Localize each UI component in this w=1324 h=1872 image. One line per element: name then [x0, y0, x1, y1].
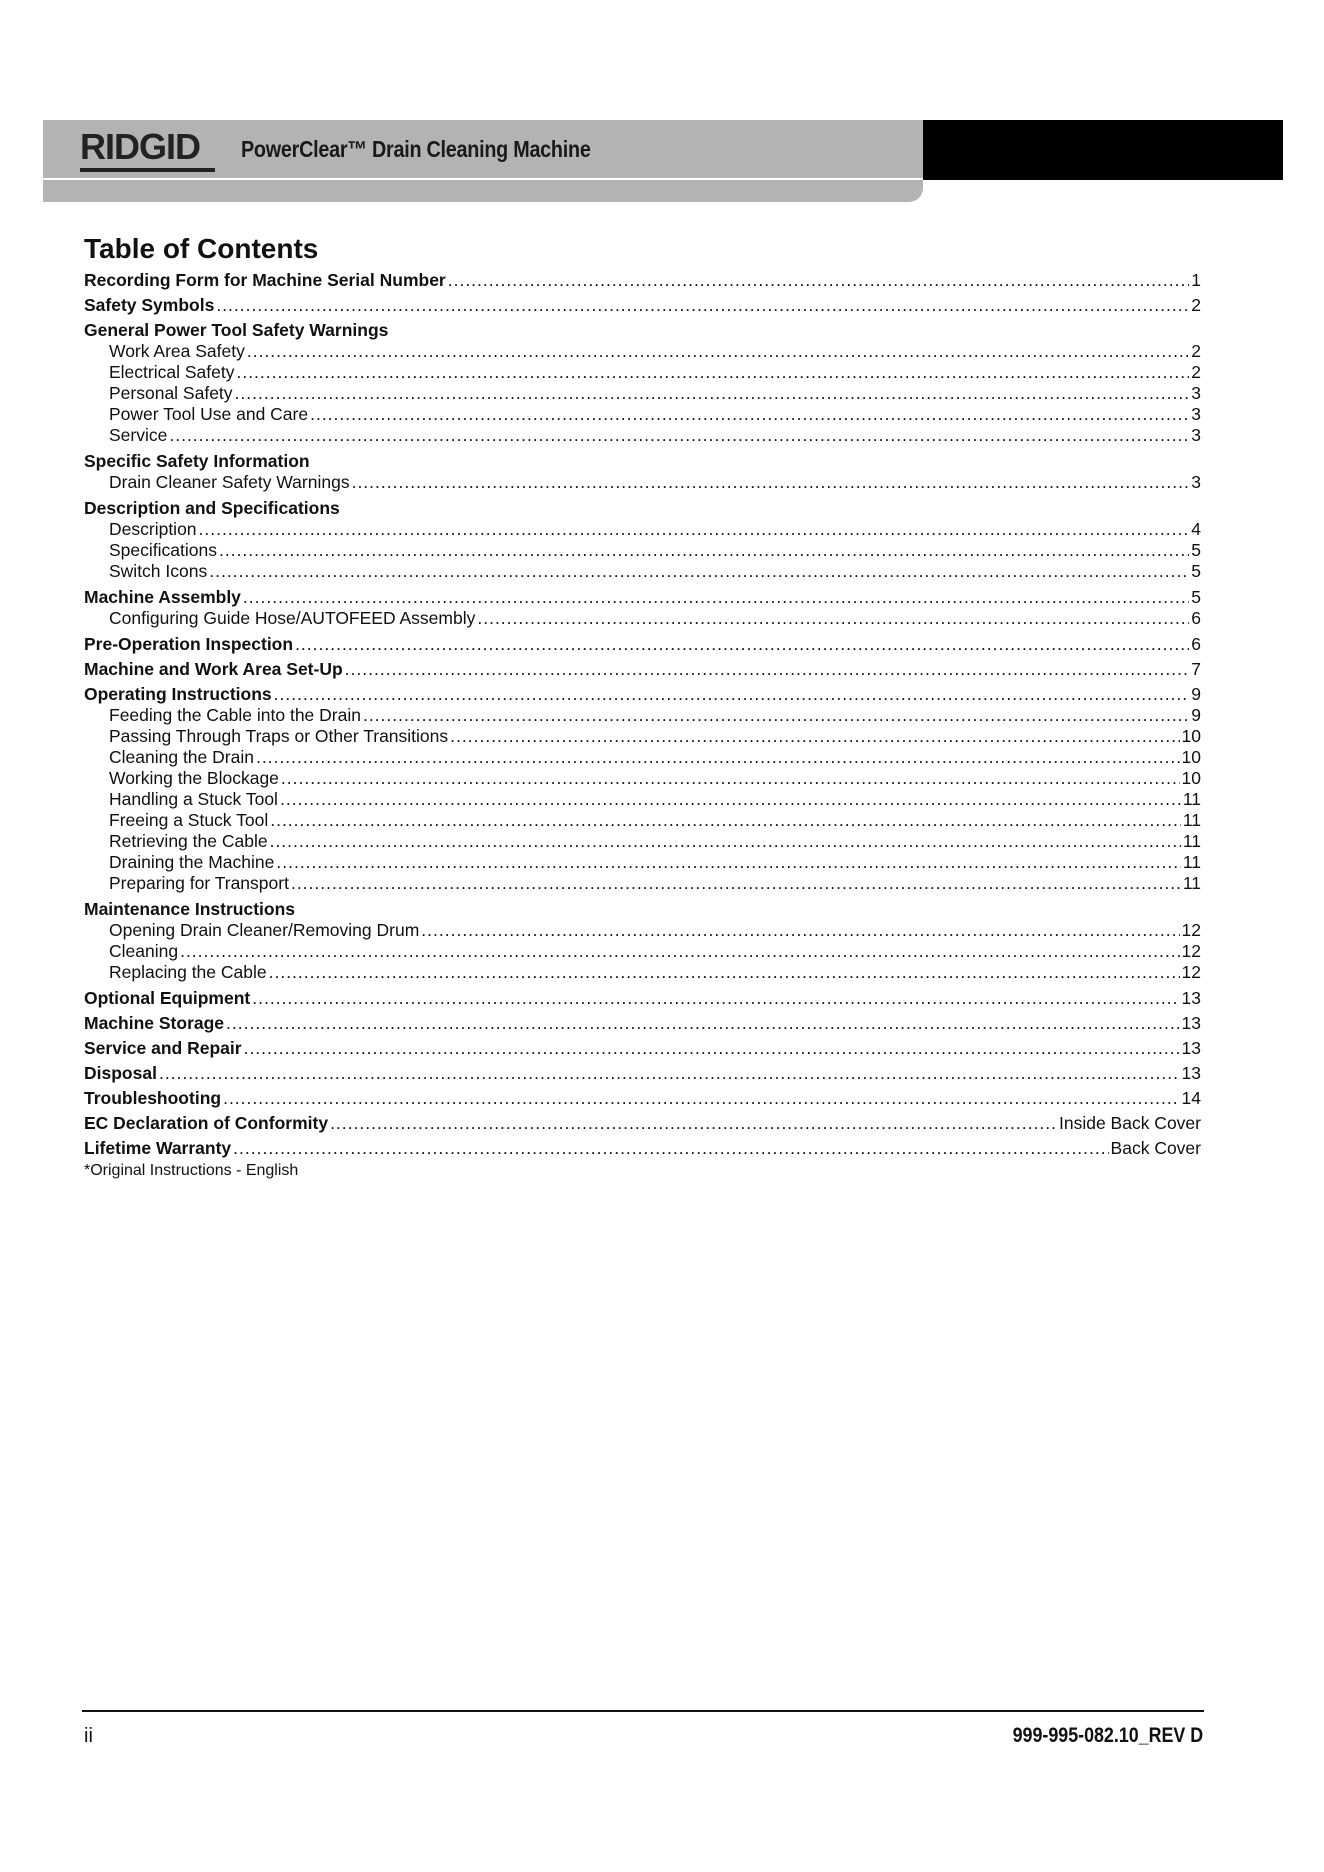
- toc-section-entry: [84, 320, 1201, 341]
- toc-entry-label: Description: [109, 519, 197, 539]
- toc-subsection-entry: [84, 726, 1201, 747]
- toc-subsection-entry: [84, 941, 1201, 962]
- toc-entry-page: 12: [1181, 941, 1201, 961]
- toc-entry-page: 11: [1182, 852, 1201, 872]
- toc-entry-label: Personal Safety: [109, 383, 233, 403]
- toc-section-entry: [84, 270, 1201, 291]
- toc-entry-page: 3: [1191, 404, 1201, 424]
- toc-entry-label: General Power Tool Safety Warnings: [84, 320, 389, 340]
- toc-subsection-entry: [84, 831, 1201, 852]
- toc-leader-dots: [223, 1088, 1179, 1109]
- toc-leader-dots: [274, 684, 1190, 705]
- toc-section-entry: [84, 1038, 1201, 1059]
- toc-entry-label: Disposal: [84, 1063, 157, 1083]
- toc-leader-dots: [450, 726, 1179, 747]
- toc-entry-page: 10: [1181, 747, 1201, 767]
- footer-rule: [82, 1710, 1204, 1712]
- toc-leader-dots: [448, 270, 1190, 291]
- toc-leader-dots: [236, 362, 1189, 383]
- toc-entry-page: 5: [1191, 540, 1201, 560]
- toc-leader-dots: [330, 1113, 1057, 1134]
- toc-entry-label: Machine and Work Area Set-Up: [84, 659, 343, 679]
- toc-entry-label: Machine Assembly: [84, 587, 241, 607]
- toc-entry-label: Lifetime Warranty: [84, 1138, 232, 1158]
- toc-entry-label: Troubleshooting: [84, 1088, 222, 1108]
- toc-subsection-entry: [84, 362, 1201, 383]
- toc-subsection-entry: [84, 873, 1201, 894]
- toc-entry-label: Feeding the Cable into the Drain: [109, 705, 361, 725]
- toc-entry-page: 6: [1191, 608, 1201, 628]
- toc-section-entry: [84, 1088, 1201, 1109]
- toc-entry-page: 7: [1191, 659, 1201, 679]
- toc-entry-page: 11: [1182, 873, 1201, 893]
- original-instructions-note: *Original Instructions - English: [84, 1162, 299, 1179]
- toc-subsection-entry: [84, 810, 1201, 831]
- toc-entry-label: Service and Repair: [84, 1038, 242, 1058]
- toc-entry-page: 12: [1181, 962, 1201, 982]
- toc-leader-dots: [243, 587, 1189, 608]
- toc-entry-label: Pre-Operation Inspection: [84, 634, 294, 654]
- toc-leader-dots: [276, 852, 1180, 873]
- toc-entry-label: Retrieving the Cable: [109, 831, 268, 851]
- toc-leader-dots: [252, 988, 1179, 1009]
- toc-leader-dots: [352, 472, 1190, 493]
- toc-section-entry: [84, 1113, 1201, 1134]
- toc-section-entry: [84, 295, 1201, 316]
- toc-subsection-entry: [84, 540, 1201, 561]
- toc-leader-dots: [421, 920, 1179, 941]
- toc-leader-dots: [219, 540, 1189, 561]
- toc-entry-label: Description and Specifications: [84, 498, 340, 518]
- toc-entry-label: EC Declaration of Conformity: [84, 1113, 329, 1133]
- ridgid-logo: RIDGID: [80, 126, 200, 167]
- toc-entry-label: Drain Cleaner Safety Warnings: [109, 472, 350, 492]
- toc-entry-label: Safety Symbols: [84, 295, 215, 315]
- toc-entry-page: 11: [1182, 831, 1201, 851]
- toc-entry-label: Draining the Machine: [109, 852, 275, 872]
- toc-entry-page: 9: [1191, 705, 1201, 725]
- toc-entry-label: Optional Equipment: [84, 988, 251, 1008]
- toc-entry-page: 2: [1191, 341, 1201, 361]
- toc-entry-label: Passing Through Traps or Other Transitions: [109, 726, 449, 746]
- toc-entry-page: 13: [1181, 1013, 1201, 1033]
- toc-subsection-entry: [84, 425, 1201, 446]
- toc-leader-dots: [291, 873, 1181, 894]
- toc-leader-dots: [269, 962, 1180, 983]
- toc-leader-dots: [310, 404, 1189, 425]
- toc-leader-dots: [363, 705, 1189, 726]
- toc-section-entry: [84, 498, 1201, 519]
- toc-section-entry: [84, 899, 1201, 920]
- toc-leader-dots: [244, 1038, 1180, 1059]
- toc-entry-label: Replacing the Cable: [109, 962, 267, 982]
- toc-entry-label: Maintenance Instructions: [84, 899, 296, 919]
- toc-title: Table of Contents: [84, 233, 319, 264]
- toc-leader-dots: [180, 941, 1179, 962]
- toc-subsection-entry: [84, 561, 1201, 582]
- toc-entry-page: 5: [1191, 587, 1201, 607]
- toc-section-entry: [84, 684, 1201, 705]
- toc-leader-dots: [270, 831, 1181, 852]
- toc-entry-page: 2: [1191, 362, 1201, 382]
- toc-subsection-entry: [84, 852, 1201, 873]
- toc-leader-dots: [280, 789, 1181, 810]
- toc-entry-page: 10: [1181, 726, 1201, 746]
- toc-entry-label: Freeing a Stuck Tool: [109, 810, 269, 830]
- toc-leader-dots: [345, 659, 1190, 680]
- toc-entry-label: Specifications: [109, 540, 217, 560]
- footer-doc-number: 999-995-082.10_REV D: [1012, 1724, 1203, 1747]
- toc-section-entry: [84, 659, 1201, 680]
- page-header: [43, 120, 1283, 202]
- toc-entry-label: Operating Instructions: [84, 684, 272, 704]
- toc-subsection-entry: [84, 608, 1201, 629]
- toc-entry-label: Recording Form for Machine Serial Number: [84, 270, 446, 290]
- toc-entry-label: Electrical Safety: [109, 362, 235, 382]
- toc-leader-dots: [226, 1013, 1179, 1034]
- toc-entry-label: Power Tool Use and Care: [109, 404, 309, 424]
- toc-section-entry: [84, 587, 1201, 608]
- toc-leader-dots: [169, 425, 1189, 446]
- toc-entry-page: 11: [1182, 789, 1201, 809]
- product-title: PowerClear™ Drain Cleaning Machine: [241, 136, 591, 162]
- toc-leader-dots: [233, 1138, 1108, 1159]
- toc-entry-page: 13: [1181, 1038, 1201, 1058]
- toc-section-entry: [84, 1138, 1201, 1159]
- toc-subsection-entry: [84, 472, 1201, 493]
- toc-leader-dots: [199, 519, 1190, 540]
- toc-entry-page: 5: [1191, 561, 1201, 581]
- toc-section-entry: [84, 634, 1201, 655]
- toc-leader-dots: [270, 810, 1181, 831]
- toc-entry-label: Machine Storage: [84, 1013, 225, 1033]
- toc-subsection-entry: [84, 705, 1201, 726]
- toc-entry-page: 6: [1191, 634, 1201, 654]
- logo-underline: [80, 168, 215, 172]
- toc-leader-dots: [281, 768, 1180, 789]
- toc-entry-page: Inside Back Cover: [1058, 1113, 1201, 1133]
- toc-entry-label: Opening Drain Cleaner/Removing Drum: [109, 920, 420, 940]
- toc-section-entry: [84, 451, 1201, 472]
- toc-leader-dots: [235, 383, 1190, 404]
- toc-leader-dots: [216, 295, 1189, 316]
- header-lower-band: [43, 180, 923, 202]
- toc-subsection-entry: [84, 920, 1201, 941]
- toc-entry-label: Switch Icons: [109, 561, 208, 581]
- toc-entry-label: Handling a Stuck Tool: [109, 789, 278, 809]
- toc-entry-label: Preparing for Transport: [109, 873, 289, 893]
- toc-subsection-entry: [84, 383, 1201, 404]
- table-of-contents: [84, 270, 1201, 1159]
- toc-subsection-entry: [84, 404, 1201, 425]
- toc-entry-label: Work Area Safety: [109, 341, 245, 361]
- toc-entry-page: 4: [1191, 519, 1201, 539]
- toc-leader-dots: [159, 1063, 1180, 1084]
- toc-leader-dots: [247, 341, 1189, 362]
- toc-section-entry: [84, 1013, 1201, 1034]
- toc-entry-page: 13: [1181, 1063, 1201, 1083]
- toc-leader-dots: [209, 561, 1189, 582]
- toc-entry-page: 13: [1181, 988, 1201, 1008]
- toc-leader-dots: [256, 747, 1180, 768]
- toc-section-entry: [84, 1063, 1201, 1084]
- footer-page-number: ii: [84, 1725, 93, 1747]
- toc-leader-dots: [477, 608, 1189, 629]
- toc-entry-page: 3: [1191, 383, 1201, 403]
- toc-subsection-entry: [84, 519, 1201, 540]
- toc-entry-label: Cleaning the Drain: [109, 747, 254, 767]
- toc-entry-page: 12: [1181, 920, 1201, 940]
- toc-entry-page: Back Cover: [1110, 1138, 1201, 1158]
- toc-section-entry: [84, 988, 1201, 1009]
- toc-entry-label: Cleaning: [109, 941, 179, 961]
- toc-leader-dots: [295, 634, 1189, 655]
- toc-entry-label: Service: [109, 425, 168, 445]
- header-black-block: [923, 120, 1283, 180]
- toc-entry-page: 10: [1181, 768, 1201, 788]
- toc-entry-page: 3: [1191, 472, 1201, 492]
- toc-entry-page: 2: [1191, 295, 1201, 315]
- toc-entry-page: 14: [1181, 1088, 1201, 1108]
- toc-entry-page: 11: [1182, 810, 1201, 830]
- toc-subsection-entry: [84, 768, 1201, 789]
- toc-entry-label: Configuring Guide Hose/AUTOFEED Assembly: [109, 608, 476, 628]
- toc-subsection-entry: [84, 962, 1201, 983]
- toc-entry-page: 1: [1191, 270, 1201, 290]
- toc-entry-label: Specific Safety Information: [84, 451, 310, 471]
- toc-subsection-entry: [84, 341, 1201, 362]
- toc-entry-page: 3: [1191, 425, 1201, 445]
- toc-subsection-entry: [84, 789, 1201, 810]
- toc-entry-page: 9: [1191, 684, 1201, 704]
- toc-entry-label: Working the Blockage: [109, 768, 279, 788]
- toc-subsection-entry: [84, 747, 1201, 768]
